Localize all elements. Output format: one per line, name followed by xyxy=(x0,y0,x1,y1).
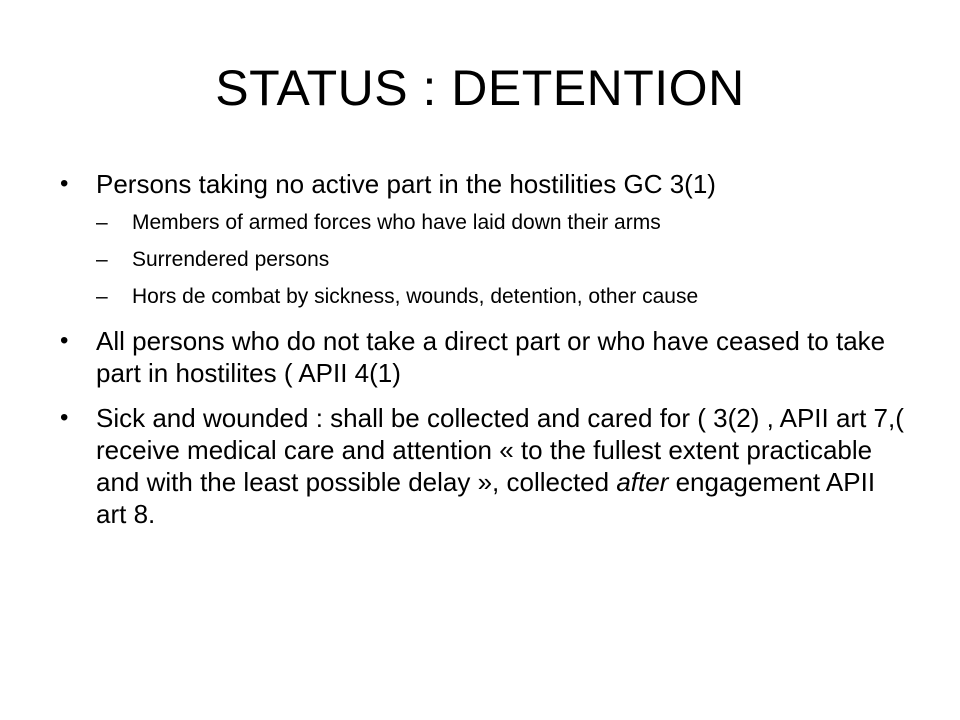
bullet-marker: • xyxy=(60,327,69,354)
sub-bullet-text: Surrendered persons xyxy=(132,248,330,271)
dash-marker: – xyxy=(96,285,108,308)
dash-marker: – xyxy=(96,211,108,234)
bullet-text-part: Sick and wounded : shall be collected and cared for ( 3(2) , APII art 7,( receive medical care and attention « to the fullest extent practicable and with the least possible delay », collected xyxy=(96,403,904,497)
bullet-list xyxy=(60,168,910,543)
sub-bullet-text: Members of armed forces who have laid down their arms xyxy=(132,211,661,234)
bullet-text: Persons taking no active part in the hostilities GC 3(1) xyxy=(96,169,716,199)
sub-bullet-item xyxy=(96,247,910,272)
bullet-item xyxy=(60,402,910,530)
slide-title: STATUS : DETENTION xyxy=(215,60,745,116)
emphasis-text: after xyxy=(616,467,669,497)
dash-marker: – xyxy=(96,248,108,271)
bullet-text xyxy=(96,403,904,529)
sub-bullet-item xyxy=(96,210,910,235)
bullet-text-part: engagement APII art 8. xyxy=(96,467,876,529)
bullet-item xyxy=(60,325,910,389)
sub-bullet-item xyxy=(96,284,910,309)
sub-bullet-text: Hors de combat by sickness, wounds, detention, other cause xyxy=(132,285,699,308)
bullet-text: All persons who do not take a direct part or who have ceased to take part in hostilites ( APII 4(1) xyxy=(96,326,886,388)
sub-bullet-list xyxy=(60,210,910,309)
bullet-marker: • xyxy=(60,170,69,197)
bullet-item xyxy=(60,168,910,200)
bullet-marker: • xyxy=(60,404,69,431)
